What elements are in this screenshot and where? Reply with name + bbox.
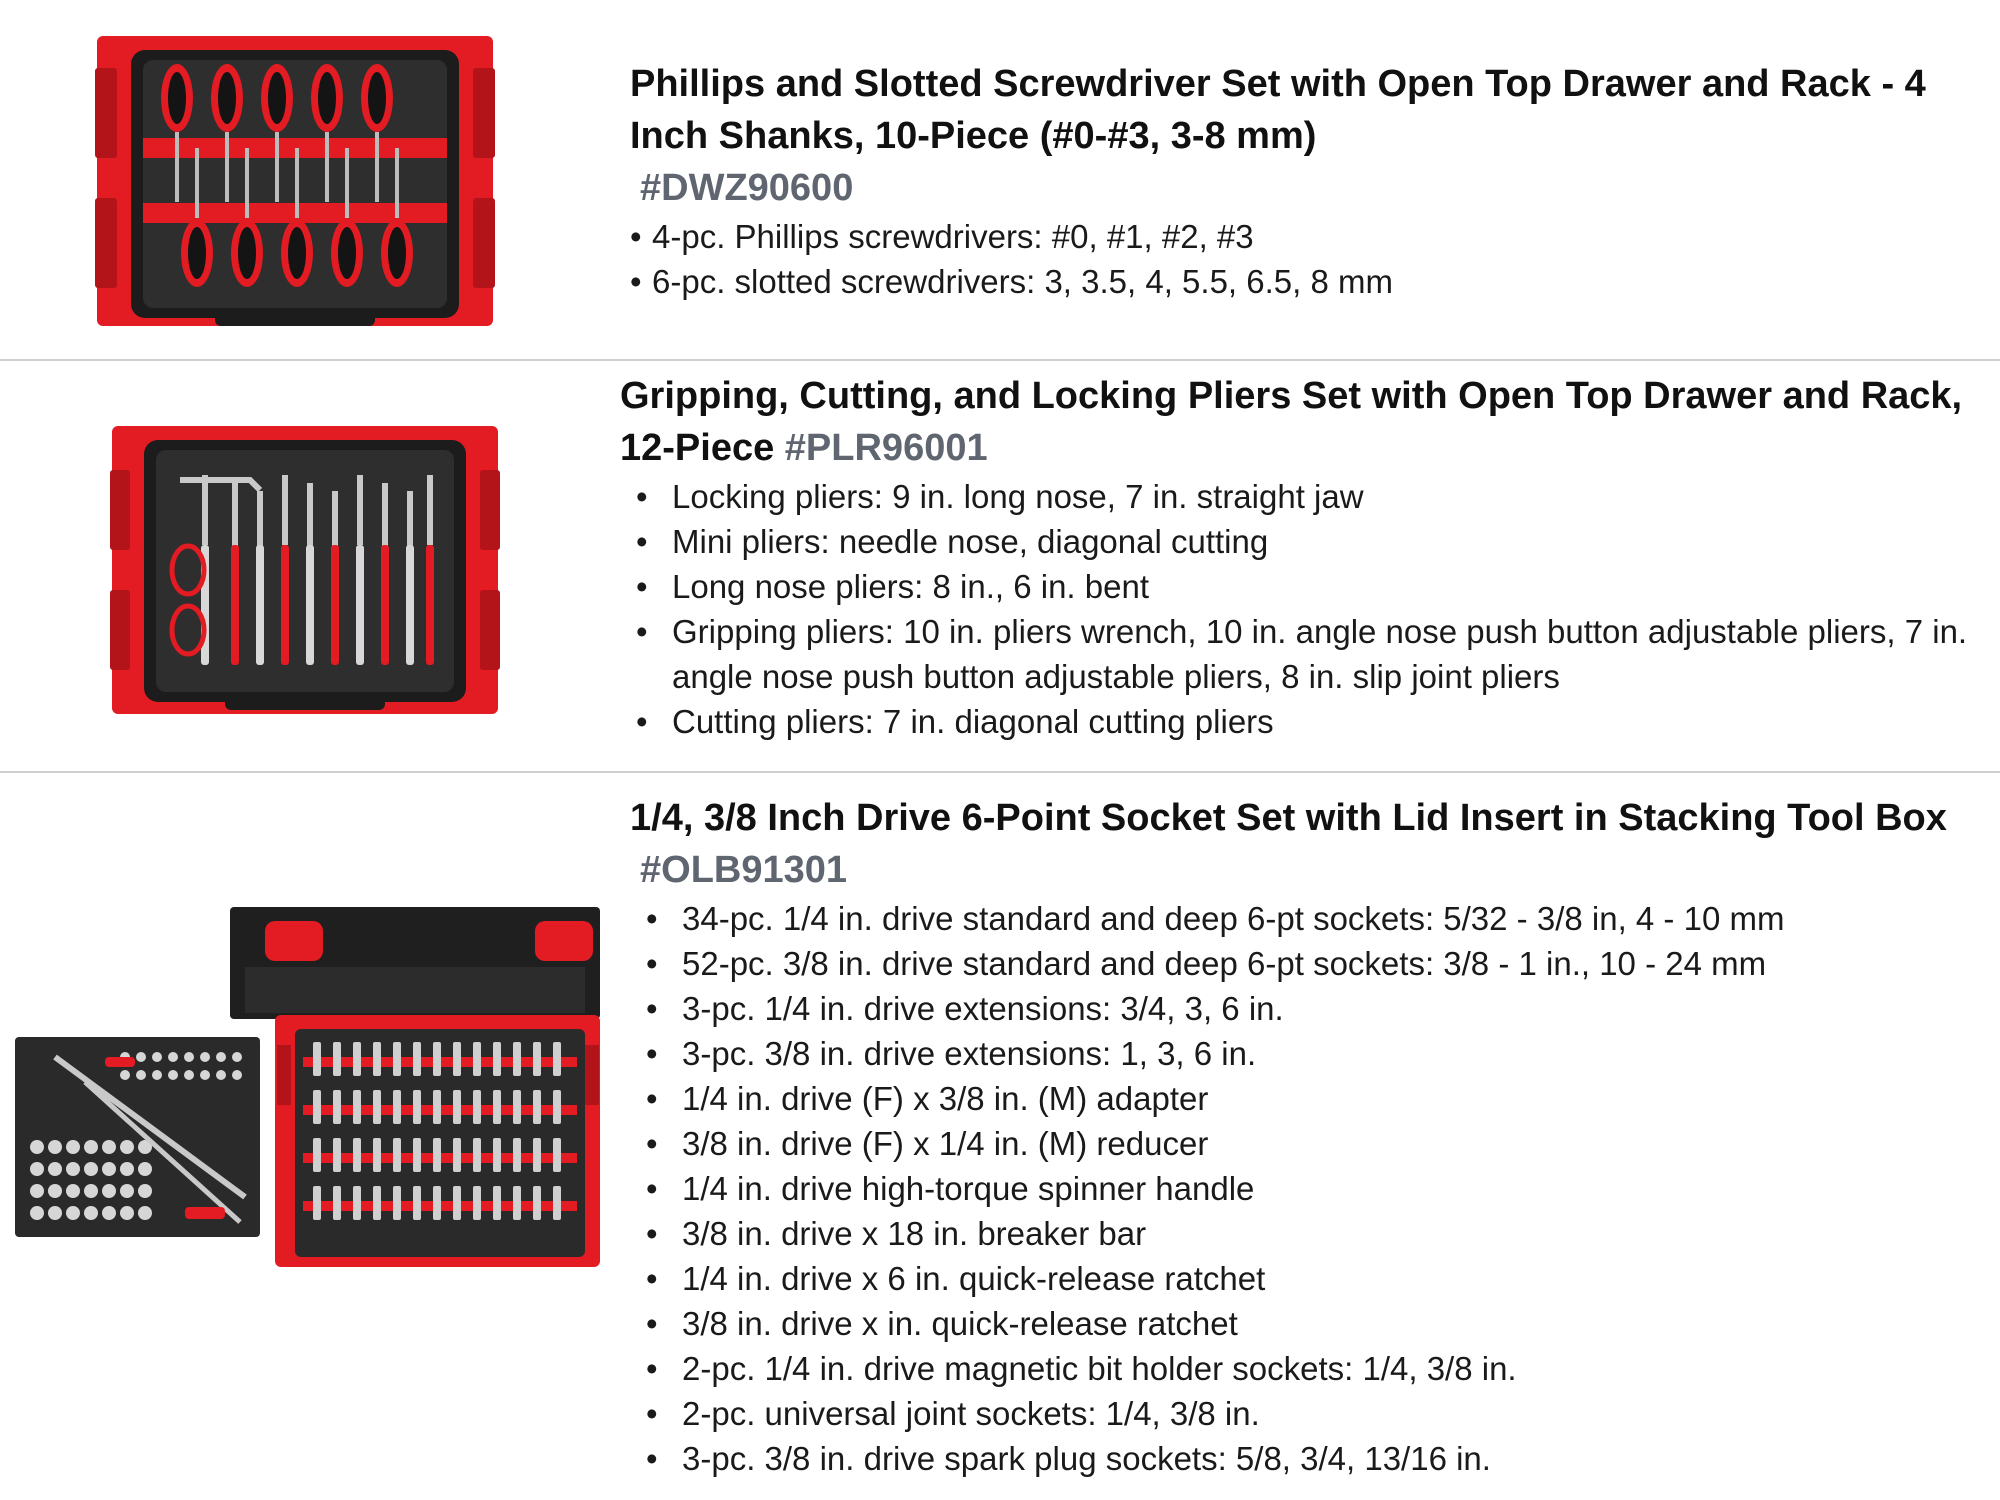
product-title [620,370,1980,474]
product-section-sockets [0,772,2000,1500]
spec-item: • 34-pc. 1/4 in. drive standard and deep 6-pt sockets: 5/32 - 3/8 in, 4 - 10 mm [630,896,1980,941]
spec-item: • 3-pc. 1/4 in. drive extensions: 3/4, 3, 6 in. [630,986,1980,1031]
spec-item: • 2-pc. universal joint sockets: 1/4, 3/8 in. [630,1391,1980,1436]
product-info-pliers [620,370,1980,744]
product-sku: #PLR96001 [784,427,988,469]
product-title: 1/4, 3/8 Inch Drive 6-Point Socket Set with Lid Insert in Stacking Tool Box [630,797,1947,839]
pliers-drawer-image [110,420,500,720]
spec-item: • 4-pc. Phillips screwdrivers: #0, #1, #2, #3 [630,214,1970,259]
spec-item: • 3-pc. 3/8 in. drive spark plug sockets: 5/8, 3/4, 13/16 in. [630,1436,1980,1481]
spec-item: • 1/4 in. drive x 6 in. quick-release ratchet [630,1256,1980,1301]
spec-item: • 6-pc. slotted screwdrivers: 3, 3.5, 4, 5.5, 6.5, 8 mm [630,259,1970,304]
spec-list [630,214,1970,304]
product-info-sockets [630,792,1980,1481]
spec-item: • Mini pliers: needle nose, diagonal cutting [620,519,1980,564]
spec-item: • Cutting pliers: 7 in. diagonal cutting pliers [620,699,1980,744]
socket-toolbox-image [15,907,605,1267]
product-sku: #DWZ90600 [640,167,854,209]
spec-item: • Locking pliers: 9 in. long nose, 7 in. straight jaw [620,474,1980,519]
spec-item: • 2-pc. 1/4 in. drive magnetic bit holder sockets: 1/4, 3/8 in. [630,1346,1980,1391]
product-info-screwdrivers [630,58,1970,304]
spec-item: • 1/4 in. drive high-torque spinner handle [630,1166,1980,1211]
product-title-text: Gripping, Cutting, and Locking Pliers Set with Open Top Drawer and Rack, 12-Piece [620,375,1963,469]
product-sku: #OLB91301 [640,849,848,891]
product-title: Phillips and Slotted Screwdriver Set with Open Top Drawer and Rack - 4 Inch Shanks, 10-Piece (#0-#3, 3-8 mm) [630,63,1926,157]
spec-item: • 1/4 in. drive (F) x 3/8 in. (M) adapter [630,1076,1980,1121]
spec-item: • 3/8 in. drive x in. quick-release ratchet [630,1301,1980,1346]
spec-list [620,474,1980,744]
product-section-pliers [0,360,2000,771]
product-section-screwdrivers [0,0,2000,359]
spec-item: • 52-pc. 3/8 in. drive standard and deep 6-pt sockets: 3/8 - 1 in., 10 - 24 mm [630,941,1980,986]
spec-item: • Gripping pliers: 10 in. pliers wrench, 10 in. angle nose push button adjustable pliers, 7 in. angle nose push button adjustable pliers, 8 in. slip joint pliers [620,609,1980,699]
spec-item: • Long nose pliers: 8 in., 6 in. bent [620,564,1980,609]
spec-item: • 3/8 in. drive x 18 in. breaker bar [630,1211,1980,1256]
spec-item: • 3/8 in. drive (F) x 1/4 in. (M) reducer [630,1121,1980,1166]
spec-list [630,896,1980,1481]
screwdriver-drawer-image [95,28,495,333]
spec-item: • 3-pc. 3/8 in. drive extensions: 1, 3, 6 in. [630,1031,1980,1076]
